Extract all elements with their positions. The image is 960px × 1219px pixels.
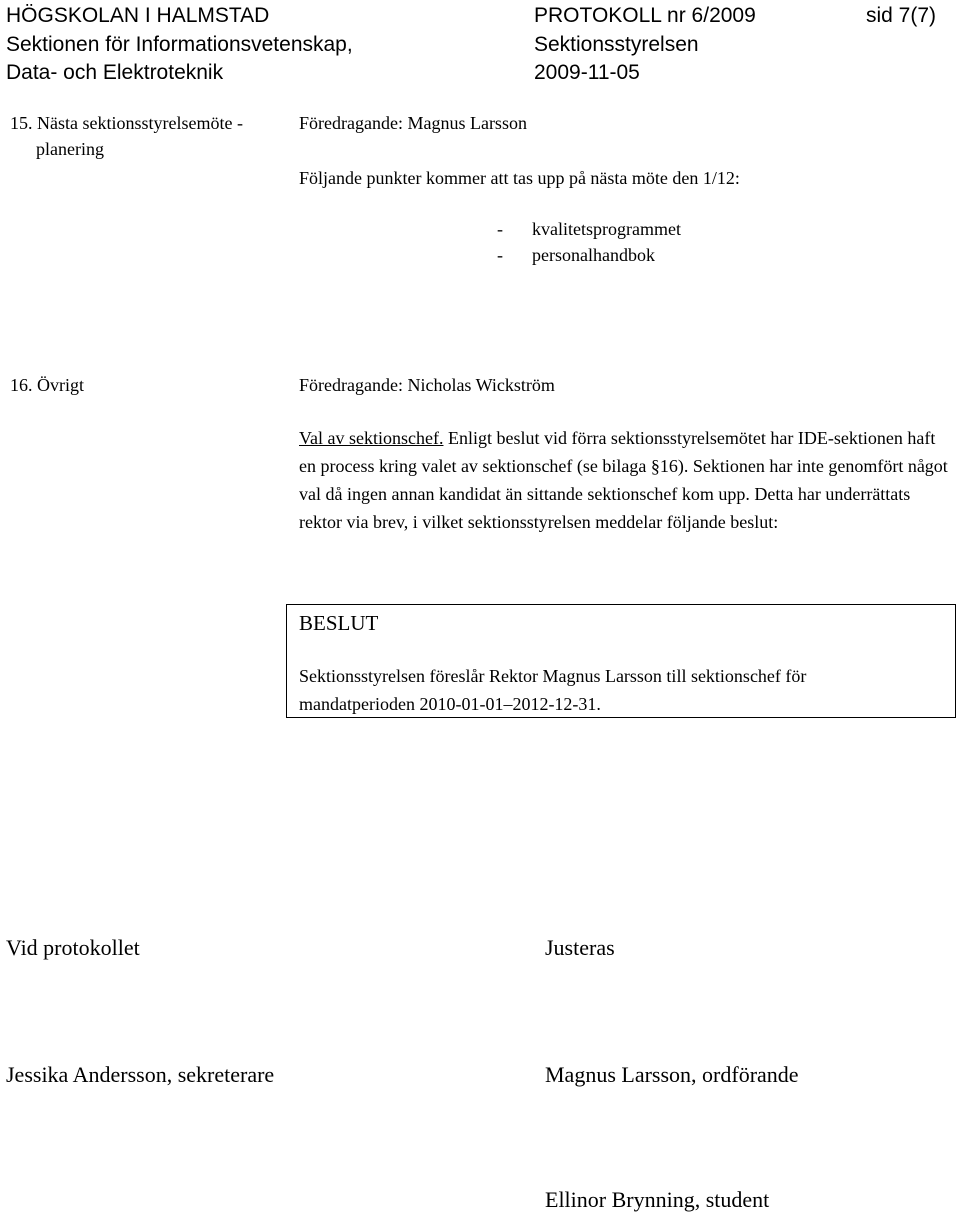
protocol-number: PROTOKOLL nr 6/2009 (534, 4, 756, 27)
item-16-paragraph-text: Enligt beslut vid förra sektionsstyrelsemötet har IDE-sektionen haft en process kring valet av sektionschef (se bilaga §16). Sektionen har inte genomfört något val då ingen annan kandidat än sittande sektionschef kom upp. Detta har underrättats rektor via brev, i vilket sektionsstyrelsen meddelar följande beslut: (299, 428, 948, 532)
item-15-title-continued: planering (36, 139, 104, 159)
board-name: Sektionsstyrelsen (534, 33, 699, 56)
item-16-presenter: Föredragande: Nicholas Wickström (299, 375, 555, 395)
item-16-paragraph-heading: Val av sektionschef. (299, 428, 444, 448)
bullet-item: kvalitetsprogrammet (532, 219, 681, 239)
item-15-presenter: Föredragande: Magnus Larsson (299, 113, 527, 133)
item-16-paragraph (299, 424, 951, 536)
department-name: Sektionen för Informationsvetenskap, (6, 33, 353, 56)
chair-name: Magnus Larsson, ordförande (545, 1062, 799, 1087)
secretary-name: Jessika Andersson, sekreterare (6, 1062, 275, 1087)
signature-label-left: Vid protokollet (6, 935, 140, 960)
decision-heading: BESLUT (299, 611, 379, 635)
item-15-intro: Följande punkter kommer att tas upp på nästa möte den 1/12: (299, 168, 740, 188)
decision-text: Sektionsstyrelsen föreslår Rektor Magnus Larsson till sektionschef för mandatperioden 2010-01-01–2012-12-31. (299, 666, 807, 714)
student-name: Ellinor Brynning, student (545, 1187, 770, 1212)
bullet-item: personalhandbok (532, 245, 655, 265)
item-16-title: 16. Övrigt (10, 375, 84, 395)
bullet-dash: - (497, 245, 503, 265)
item-15-title: 15. Nästa sektionsstyrelsemöte - (10, 113, 243, 133)
university-name: HÖGSKOLAN I HALMSTAD (6, 4, 270, 27)
department-name-continued: Data- och Elektroteknik (6, 61, 224, 84)
signature-label-right: Justeras (545, 935, 615, 960)
meeting-date: 2009-11-05 (534, 61, 640, 84)
page-number: sid 7(7) (866, 4, 937, 27)
bullet-dash: - (497, 219, 503, 239)
